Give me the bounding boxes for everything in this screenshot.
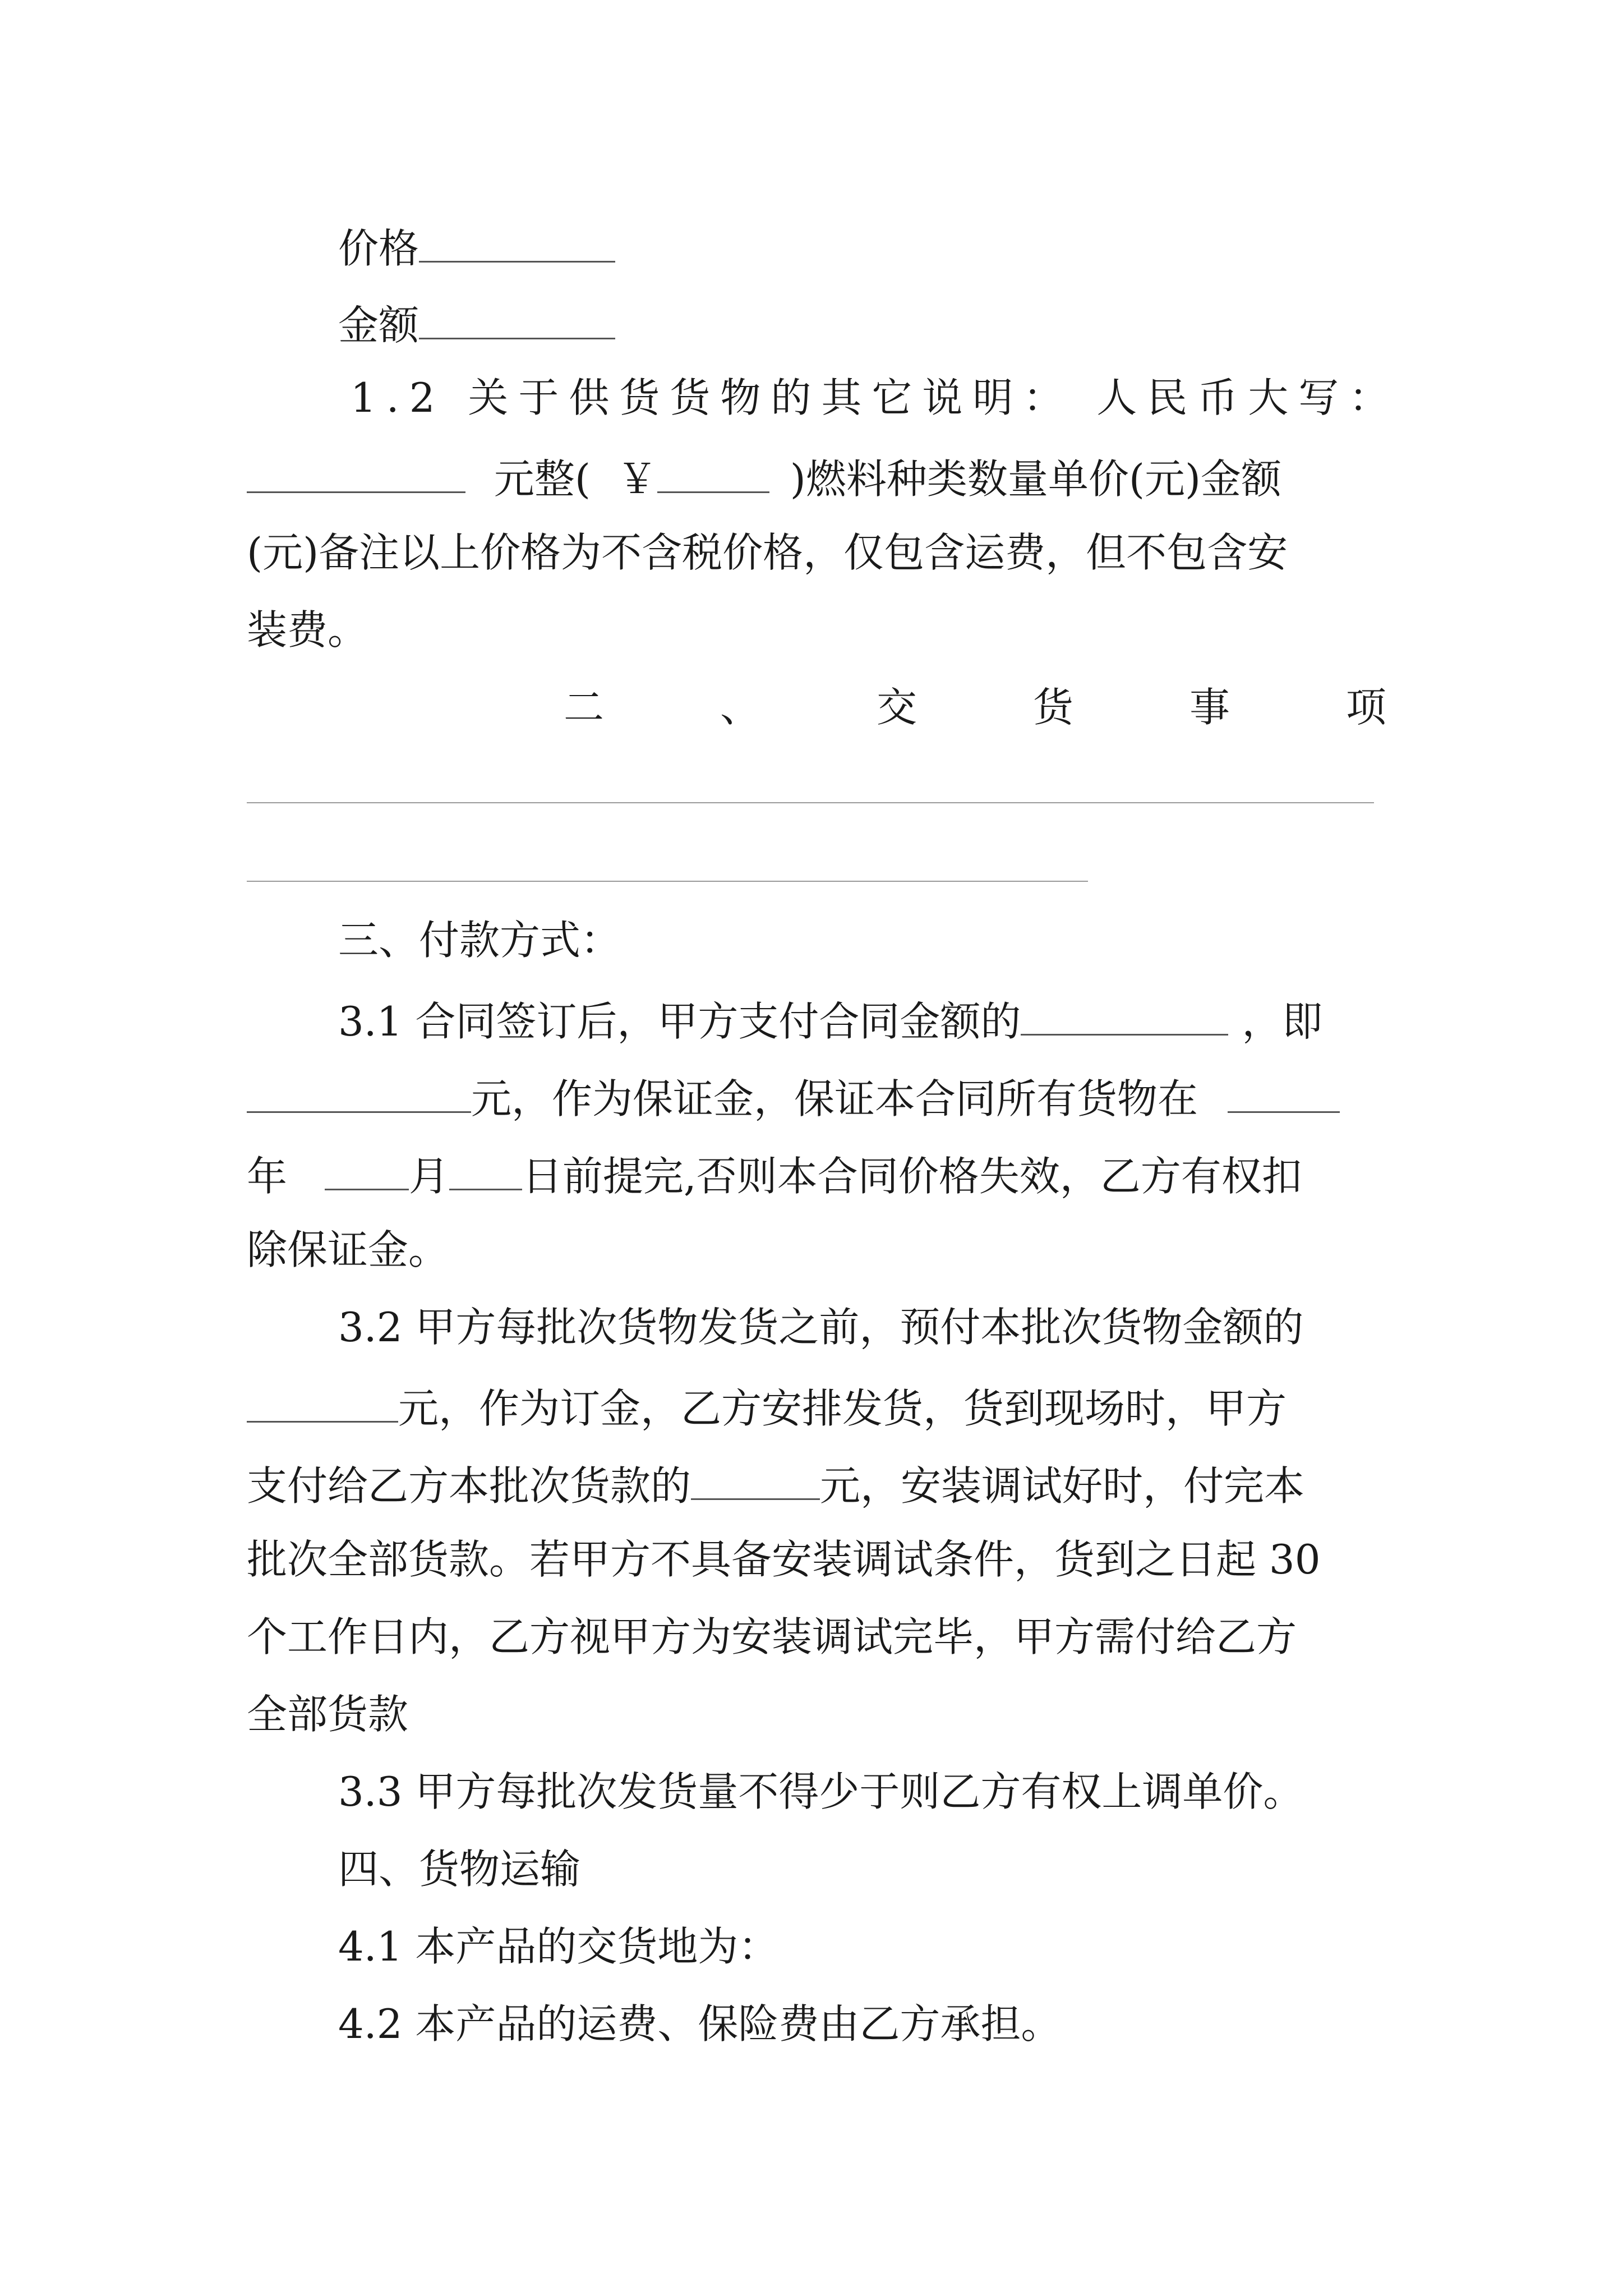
section2-heading — [564, 684, 1386, 731]
yen-amount-blank — [657, 455, 769, 493]
p3-1-line3 — [247, 1152, 1302, 1200]
amount-line — [338, 301, 615, 349]
s1-2-line4: 装费。 — [247, 606, 368, 654]
s1-2-line3: (元)备注以上价格为不含税价格，仅包含运费，但不包含安 — [247, 529, 1288, 576]
s1-2-line2-tail: )燃料种类数量单价(元)金额 — [790, 455, 1282, 503]
p3-3-line: 3.3 甲方每批次发货量不得少于则乙方有权上调单价。 — [338, 1768, 1304, 1815]
p3-2-line3-tail: 元，安装调试好时，付完本 — [820, 1462, 1305, 1510]
section3-heading: 三、付款方式： — [338, 917, 621, 964]
p3-1-line1-head: 3.1 合同签订后，甲方支付合同金额的 — [338, 997, 1021, 1045]
year-label: 年 — [247, 1152, 288, 1200]
section2-char: 交 — [876, 684, 917, 731]
yen-symbol: ￥ — [616, 455, 657, 503]
p3-1-line4: 除保证金。 — [247, 1226, 449, 1273]
section4-heading: 四、货物运输 — [338, 1846, 581, 1893]
p3-2-line3-head: 支付给乙方本批次货款的 — [247, 1462, 691, 1510]
price-label: 价格 — [338, 224, 419, 272]
month-label: 月 — [408, 1152, 449, 1200]
section2-char: 货 — [1032, 684, 1073, 731]
contract-ratio-blank — [1021, 997, 1228, 1036]
section2-char: 事 — [1189, 684, 1230, 731]
delivery-blank-line-1 — [247, 802, 1374, 803]
p3-2-line2-text: 元，作为订金，乙方安排发货，货到现场时，甲方 — [398, 1384, 1287, 1432]
p3-1-line1 — [338, 997, 1323, 1045]
p4-2-line: 4.2 本产品的运费、保险费由乙方承担。 — [338, 2000, 1062, 2047]
s1-2-line2 — [247, 455, 1282, 503]
s1-2-line1: 1.2 关于供货货物的其它说明： 人民币大写： — [351, 374, 1400, 421]
delivery-blank-line-2 — [247, 881, 1088, 882]
section2-char: 、 — [720, 684, 760, 731]
year-value-blank — [1228, 1075, 1340, 1113]
p4-1-line: 4.1 本产品的交货地为： — [338, 1923, 779, 1970]
p3-2-line5: 个工作日内，乙方视甲方为安装调试完毕，甲方需付给乙方 — [247, 1613, 1297, 1660]
p3-1-line2 — [247, 1075, 1340, 1122]
month-blank — [325, 1152, 409, 1190]
amount-blank — [419, 301, 615, 339]
yuan-zheng-text: 元整( — [494, 455, 591, 503]
p3-2-line1: 3.2 甲方每批次货物发货之前，预付本批次货物金额的 — [338, 1304, 1304, 1351]
p3-1-line1-tail: ，即 — [1242, 997, 1323, 1045]
section2-char: 二 — [564, 684, 605, 731]
p3-2-line4: 批次全部货款。若甲方不具备安装调试条件，货到之日起 30 — [247, 1536, 1321, 1583]
p3-1-line2-head: 元，作为保证金，保证本合同所有货物在 — [471, 1075, 1198, 1122]
day-blank — [449, 1152, 522, 1190]
p3-2-line2 — [247, 1384, 1287, 1432]
price-line — [338, 224, 615, 272]
price-blank — [419, 224, 615, 263]
deposit-amount-blank — [247, 1075, 471, 1113]
batch-payment-blank — [691, 1462, 820, 1500]
p3-1-line3-tail: 日前提完,否则本合同价格失效，乙方有权扣 — [522, 1152, 1302, 1200]
amount-label: 金额 — [338, 301, 419, 349]
p3-2-line3 — [247, 1462, 1305, 1510]
advance-amount-blank — [247, 1384, 398, 1423]
section2-char: 项 — [1345, 684, 1386, 731]
p3-2-line6: 全部货款 — [247, 1691, 409, 1738]
rmb-words-blank — [247, 455, 465, 493]
